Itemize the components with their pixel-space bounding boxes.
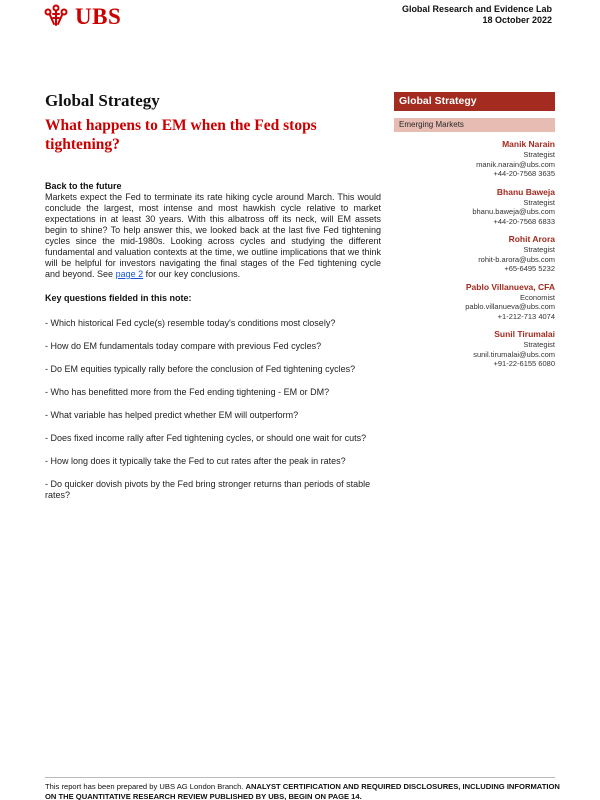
question-item: - How long does it typically take the Fed to cut rates after the peak in rates? — [45, 456, 346, 466]
analyst-email[interactable]: manik.narain@ubs.com — [476, 159, 555, 169]
ubs-logo — [43, 3, 121, 29]
analyst-email[interactable]: sunil.tirumalai@ubs.com — [473, 349, 555, 359]
analyst-card — [394, 139, 555, 179]
analyst-name: Bhanu Baweja — [496, 186, 555, 197]
analyst-card — [394, 234, 555, 274]
analyst-role: Strategist — [523, 245, 555, 254]
analyst-name: Manik Narain — [502, 139, 555, 149]
page-2-link[interactable]: page 2 — [115, 269, 144, 279]
intro-text-end: for our key conclusions. — [145, 269, 241, 279]
report-header — [402, 4, 552, 26]
footer-prefix: This report has been prepared by UBS AG London Branch. — [45, 782, 244, 791]
analyst-email[interactable]: pablo.villanueva@ubs.com — [465, 302, 555, 311]
sidebar-title: Global Strategy — [394, 92, 555, 111]
analyst-name: Sunil Tirumalai — [494, 329, 555, 339]
analyst-card — [394, 282, 555, 322]
analyst-phone: +44-20-7568 3635 — [493, 169, 555, 178]
analyst-phone: +44-20-7568 6833 — [493, 216, 555, 226]
ubs-wordmark: UBS — [75, 3, 122, 29]
footer-divider — [45, 777, 555, 778]
main-body — [45, 181, 381, 513]
report-date: 18 October 2022 — [482, 15, 552, 25]
analyst-role: Economist — [519, 292, 555, 302]
question-item: - How do EM fundamentals today compare with previous Fed cycles? — [45, 341, 322, 351]
analyst-email[interactable]: rohit-b.arora@ubs.com — [478, 254, 555, 264]
question-item: - Do EM equities typically rally before the conclusion of Fed tightening cycles? — [45, 364, 356, 374]
page-subtitle: What happens to EM when the Fed stops tightening? — [45, 117, 317, 153]
analyst-phone: +1-212-713 4074 — [497, 311, 555, 321]
analyst-name: Rohit Arora — [508, 234, 555, 244]
analyst-card — [394, 187, 555, 227]
analyst-card — [394, 329, 555, 369]
analyst-phone: +65-6495 5232 — [504, 264, 555, 273]
question-item: - Who has benefitted more from the Fed ending tightening - EM or DM? — [45, 387, 330, 397]
key-questions-list — [45, 318, 381, 501]
key-questions-heading: Key questions fielded in this note: — [45, 293, 192, 303]
footer-disclosure: ANALYST CERTIFICATION AND REQUIRED DISCLOSURES, INCLUDING INFORMATION ON THE QUANTITATIVE RESEARCH REVIEW PUBLISHED BY UBS, BEGIN ON PAGE 14. — [45, 782, 560, 800]
department-label: Global Research and Evidence Lab — [401, 4, 552, 14]
analyst-email[interactable]: bhanu.baweja@ubs.com — [472, 207, 555, 216]
keys-icon — [43, 4, 69, 28]
question-item: - Does fixed income rally after Fed tightening cycles, or should one wait for cuts? — [45, 433, 367, 443]
question-item: - Do quicker dovish pivots by the Fed bring stronger returns than periods of stable rates? — [45, 479, 371, 500]
intro-paragraph — [45, 192, 381, 280]
analyst-role: Strategist — [523, 340, 555, 349]
analyst-role: Strategist — [523, 150, 555, 159]
question-item: - What variable has helped predict whether EM will outperform? — [45, 410, 299, 420]
analyst-phone: +91-22-6155 6080 — [493, 359, 555, 368]
analyst-list — [394, 139, 555, 369]
page-title: Global Strategy — [45, 91, 160, 110]
intro-text: Markets expect the Fed to terminate its rate hiking cycle around March. This would conclude the largest, most intense and most hawkish cycle relative to market expectations in at least 30 years. With this albatross off its neck, will EM assets begin to shine? To help answer this, we looked back at the last five Fed tightening cycles since the mid-1980s. Looking across cycles and studying the different fundamental and valuation contexts at the time, we outline implications that we think will be helpful for investors navigating the final stages of the Fed tightening cycle and beyond. See — [45, 192, 381, 279]
sidebar-subtitle: Emerging Markets — [394, 118, 555, 132]
analyst-role: Strategist — [523, 197, 555, 207]
question-item: - Which historical Fed cycle(s) resemble today's conditions most closely? — [45, 318, 336, 328]
disclosure-footer — [45, 782, 565, 800]
section-heading: Back to the future — [45, 181, 122, 191]
analyst-name: Pablo Villanueva, CFA — [465, 281, 555, 292]
analyst-sidebar — [394, 92, 555, 377]
